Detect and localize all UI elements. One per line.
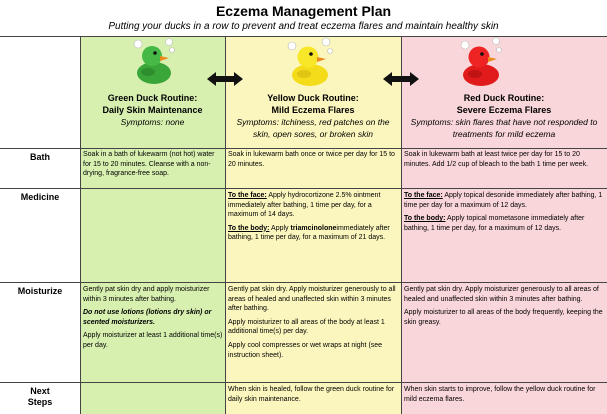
next-steps-red-cell: When skin starts to improve, follow the yellow duck routine for mild eczema flares.	[404, 386, 596, 403]
medicine-yellow-cell	[226, 191, 401, 247]
yellow-body-mid: Apply	[269, 224, 291, 232]
row-label-next-steps	[0, 386, 80, 408]
yellow-face-text: Apply hydrocortizone 2.5% ointment immediately after bathing, 1 time per day, for a maximum of 14 days.	[228, 192, 381, 219]
yellow-moisturize-step-1: Gently pat skin dry. Apply moisturizer generously to all areas of healed and unaffected skin within 3 minutes after bathing.	[228, 286, 396, 313]
red-moisturize-step-2: Apply moisturizer to all areas of the body frequently, keeping the skin greasy.	[404, 309, 603, 326]
yellow-face-instruction	[228, 191, 399, 220]
yellow-body-label: To the body:	[228, 224, 270, 232]
yellow-routine-name: Mild Eczema Flares	[271, 105, 355, 115]
next-steps-label-line-2: Steps	[27, 397, 53, 407]
red-face-label: To the face:	[404, 192, 443, 199]
red-face-instruction	[404, 191, 605, 210]
double-arrow-icon	[382, 71, 420, 87]
green-routine-name: Daily Skin Maintenance	[102, 105, 203, 115]
row-label-moisturize: Moisturize	[17, 286, 63, 296]
bath-green-cell: Soak in a bath of lukewarm (not hot) water for 15 to 20 minutes. Cleanse with a non-drying, fragrance-free soap.	[83, 151, 215, 178]
moisturize-red-cell	[402, 285, 607, 331]
red-column-header	[401, 92, 607, 140]
green-routine-title: Green Duck Routine:	[107, 93, 198, 103]
red-body-label: To the body:	[404, 215, 446, 223]
yellow-symptoms: Symptoms: itchiness, red patches on the skin, open sores, or broken skin	[236, 117, 390, 139]
yellow-column-header	[225, 92, 401, 140]
green-rubber-duck-icon	[130, 36, 178, 86]
red-rubber-duck-icon	[456, 36, 506, 88]
red-routine-title: Red Duck Routine:	[463, 93, 545, 103]
bath-red-cell: Soak in lukewarm bath at least twice per day for 15 to 20 minutes. Add 1/2 cup of bleach to the bath 1 time per week.	[404, 151, 589, 168]
yellow-moisturize-step-3: Apply cool compresses or wet wraps at night (see instruction sheet).	[228, 341, 383, 359]
row-divider	[0, 188, 607, 189]
red-symptoms: Symptoms: skin flares that have not responded to treatments for mild eczema	[410, 117, 598, 139]
red-body-instruction	[404, 214, 605, 233]
green-moisturize-warning: Do not use lotions (lotions dry skin) or scented moisturizers.	[83, 309, 212, 326]
green-moisturize-step-3: Apply moisturizer at least 1 additional time(s) per day.	[83, 332, 223, 349]
plan-table	[0, 36, 607, 414]
yellow-body-instruction	[228, 224, 399, 243]
red-face-text: Apply topical desonide immediately after bathing, 1 time per day for a maximum of 12 days.	[404, 192, 603, 209]
red-routine-name: Severe Eczema Flares	[456, 105, 552, 115]
red-body-text: Apply topical mometasone immediately after bathing, 1 time per day, for a maximum of 12 days.	[404, 215, 585, 232]
green-column-header	[80, 92, 225, 128]
row-label-bath: Bath	[30, 152, 50, 162]
row-divider	[0, 148, 607, 149]
page-title: Eczema Management Plan	[215, 3, 392, 19]
bath-yellow-cell: Soak in lukewarm bath once or twice per day for 15 to 20 minutes.	[228, 151, 395, 168]
page-subtitle: Putting your ducks in a row to prevent and treat eczema flares and maintain healthy skin	[108, 21, 499, 32]
yellow-rubber-duck-icon	[286, 36, 334, 88]
moisturize-yellow-cell	[226, 285, 401, 364]
medicine-red-cell	[402, 191, 607, 237]
next-steps-label-line-1: Next	[30, 386, 50, 396]
yellow-routine-title: Yellow Duck Routine:	[267, 93, 359, 103]
double-arrow-icon	[206, 71, 244, 87]
yellow-body-drug: triamcinolone	[290, 224, 337, 232]
yellow-body-text: immediately after bathing, 1 time per day, for a maximum of 21 days.	[228, 224, 390, 242]
row-divider	[0, 282, 607, 283]
yellow-face-label: To the face:	[228, 192, 267, 199]
row-divider	[0, 382, 607, 383]
moisturize-green-cell	[81, 285, 225, 355]
row-label-medicine: Medicine	[20, 192, 60, 202]
next-steps-yellow-cell: When skin is healed, follow the green duck routine for daily skin maintenance.	[228, 386, 395, 403]
green-moisturize-step-1: Gently pat skin dry and apply moisturizer within 3 minutes after bathing.	[83, 286, 210, 303]
red-moisturize-step-1: Gently pat skin dry. Apply moisturizer generously to all areas of healed and unaffected skin within 3 minutes after bathing.	[404, 286, 599, 303]
green-symptoms: Symptoms: none	[120, 117, 185, 127]
yellow-moisturize-step-2: Apply moisturizer to all areas of the body at least 1 additional time(s) per day.	[228, 318, 385, 336]
